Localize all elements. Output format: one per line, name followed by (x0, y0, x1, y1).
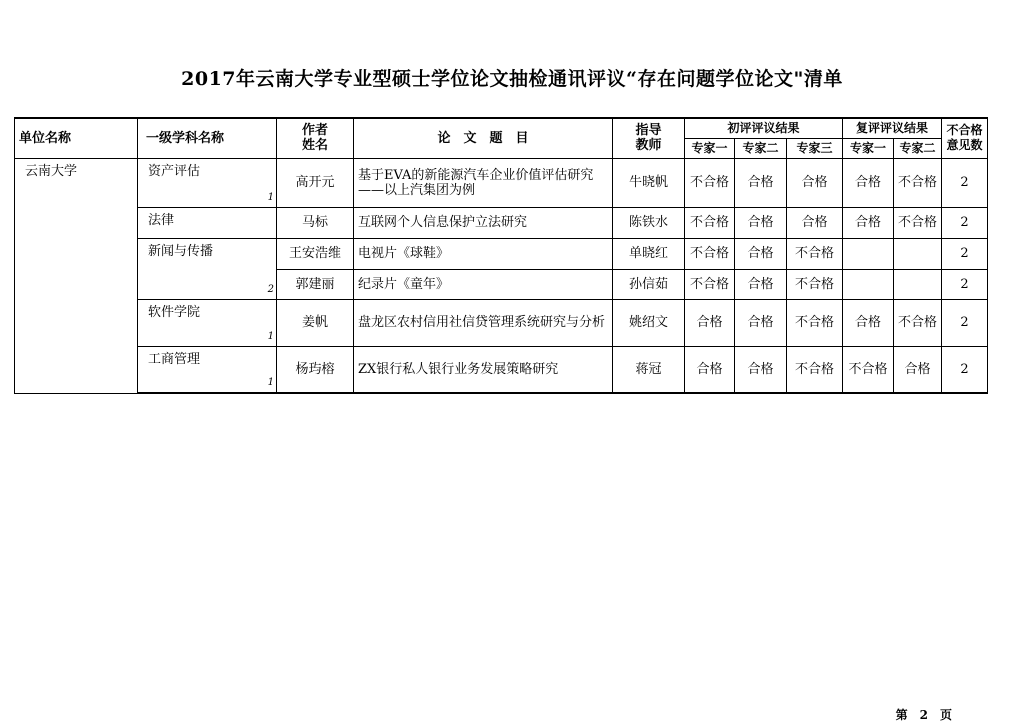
subject-name: 资产评估 (148, 163, 201, 179)
advisor-cell: 单晓红 (613, 238, 685, 269)
table-row (15, 207, 988, 238)
header-fail-line1: 不合格 (946, 123, 983, 138)
initial-expert2-cell: 合格 (735, 299, 787, 346)
author-cell: 高开元 (277, 158, 354, 207)
header-fail-line2: 意见数 (946, 138, 983, 153)
header-fail-count (942, 118, 988, 158)
initial-expert3-cell: 不合格 (787, 238, 843, 269)
re-expert1-cell: 合格 (843, 299, 894, 346)
subject-cell (138, 299, 277, 346)
re-expert1-cell: 不合格 (843, 346, 894, 393)
thesis-title-cell: 基于EVA的新能源汽车企业价值评估研究——以上汽集团为例 (354, 158, 613, 207)
table-row (15, 346, 988, 393)
author-cell: 姜帆 (277, 299, 354, 346)
thesis-table (14, 117, 988, 394)
thesis-title-cell: 互联网个人信息保护立法研究 (354, 207, 613, 238)
initial-expert1-cell: 合格 (685, 346, 735, 393)
page-number: 第 2 页 (895, 708, 952, 722)
header-initial-expert3: 专家三 (787, 138, 843, 158)
header-thesis-title: 论 文 题 目 (354, 118, 613, 158)
initial-expert3-cell: 不合格 (787, 299, 843, 346)
initial-expert2-cell: 合格 (735, 346, 787, 393)
thesis-title-cell: 纪录片《童年》 (354, 269, 613, 299)
unit-cell: 云南大学 (15, 158, 138, 393)
header-author (277, 118, 354, 158)
initial-expert2-cell: 合格 (735, 158, 787, 207)
initial-expert1-cell: 不合格 (685, 269, 735, 299)
initial-expert1-cell: 合格 (685, 299, 735, 346)
header-author-line2: 姓名 (301, 138, 328, 154)
re-expert1-cell (843, 269, 894, 299)
subject-name: 新闻与传播 (148, 243, 214, 259)
advisor-cell: 姚绍文 (613, 299, 685, 346)
header-initial-review: 初评评议结果 (685, 118, 843, 138)
advisor-cell: 孙信茹 (613, 269, 685, 299)
author-cell: 王安浩维 (277, 238, 354, 269)
header-advisor (613, 118, 685, 158)
header-subject: 一级学科名称 (138, 118, 277, 158)
subject-name: 法律 (148, 212, 175, 228)
table-row (15, 158, 988, 207)
author-cell: 郭建丽 (277, 269, 354, 299)
fail-count-cell: 2 (942, 158, 988, 207)
subject-name: 软件学院 (148, 304, 201, 320)
header-advisor-line1: 指导 (635, 123, 662, 139)
fail-count-cell: 2 (942, 299, 988, 346)
table-row (15, 238, 988, 269)
fail-count-cell: 2 (942, 269, 988, 299)
initial-expert3-cell: 合格 (787, 158, 843, 207)
subject-cell (138, 238, 277, 299)
header-initial-expert2: 专家二 (735, 138, 787, 158)
thesis-title-cell: ZX银行私人银行业务发展策略研究 (354, 346, 613, 393)
header-unit: 单位名称 (15, 118, 138, 158)
header-re-expert2: 专家二 (894, 138, 942, 158)
fail-count-cell: 2 (942, 238, 988, 269)
thesis-title-cell: 电视片《球鞋》 (354, 238, 613, 269)
header-initial-expert1: 专家一 (685, 138, 735, 158)
header-author-line1: 作者 (301, 123, 328, 139)
re-expert2-cell (894, 269, 942, 299)
re-expert2-cell: 不合格 (894, 158, 942, 207)
header-re-expert1: 专家一 (843, 138, 894, 158)
re-expert1-cell (843, 238, 894, 269)
subject-count: 2 (267, 283, 274, 295)
advisor-cell: 牛晓帆 (613, 158, 685, 207)
initial-expert2-cell: 合格 (735, 207, 787, 238)
subject-count: 1 (267, 330, 274, 342)
initial-expert1-cell: 不合格 (685, 207, 735, 238)
advisor-cell: 陈铁水 (613, 207, 685, 238)
initial-expert2-cell: 合格 (735, 269, 787, 299)
initial-expert1-cell: 不合格 (685, 238, 735, 269)
author-cell: 马标 (277, 207, 354, 238)
initial-expert3-cell: 不合格 (787, 269, 843, 299)
advisor-cell: 蒋冠 (613, 346, 685, 393)
subject-count: 1 (267, 191, 274, 203)
re-expert2-cell (894, 238, 942, 269)
initial-expert3-cell: 合格 (787, 207, 843, 238)
subject-count: 1 (267, 377, 274, 388)
header-re-review: 复评评议结果 (843, 118, 942, 138)
header-advisor-line2: 教师 (635, 138, 662, 154)
initial-expert2-cell: 合格 (735, 238, 787, 269)
fail-count-cell: 2 (942, 346, 988, 393)
subject-cell (138, 158, 277, 207)
subject-cell (138, 207, 277, 238)
re-expert2-cell: 不合格 (894, 207, 942, 238)
author-cell: 杨玙榕 (277, 346, 354, 393)
re-expert1-cell: 合格 (843, 158, 894, 207)
initial-expert3-cell: 不合格 (787, 346, 843, 393)
initial-expert1-cell: 不合格 (685, 158, 735, 207)
re-expert1-cell: 合格 (843, 207, 894, 238)
page-title: 2017年云南大学专业型硕士学位论文抽检通讯评议“存在问题学位论文"清单 (181, 68, 843, 90)
table-row (15, 299, 988, 346)
subject-name: 工商管理 (148, 351, 201, 367)
thesis-title-cell: 盘龙区农村信用社信贷管理系统研究与分析 (354, 299, 613, 346)
fail-count-cell: 2 (942, 207, 988, 238)
re-expert2-cell: 不合格 (894, 299, 942, 346)
re-expert2-cell: 合格 (894, 346, 942, 393)
subject-cell (138, 346, 277, 393)
